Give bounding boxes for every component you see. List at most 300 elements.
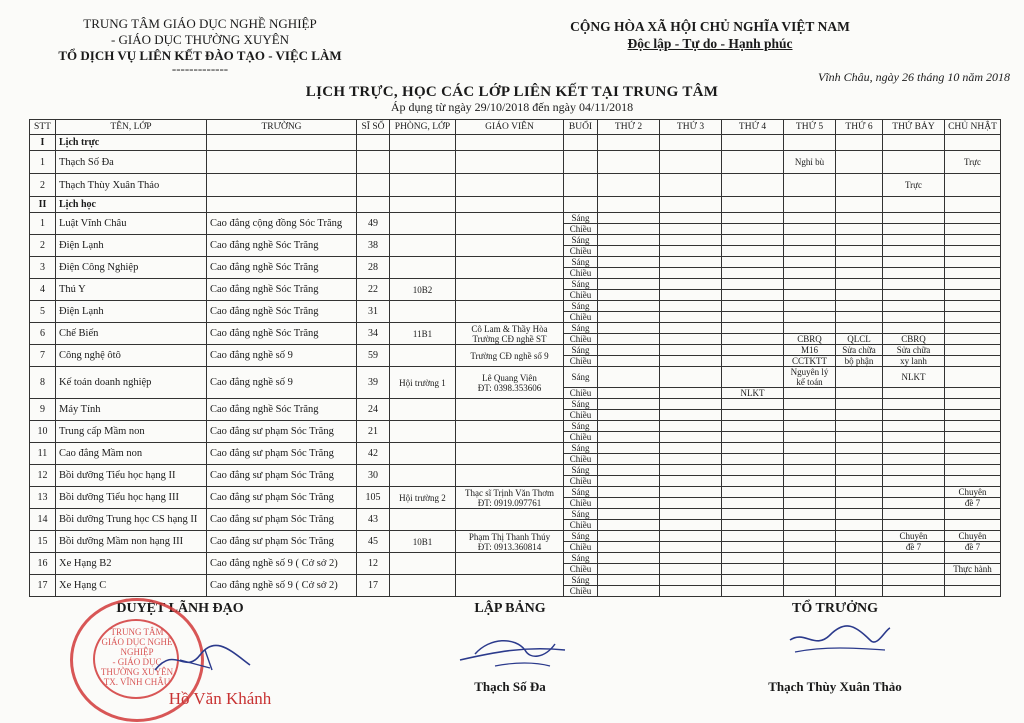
day-cell [598, 487, 660, 498]
session-label: Sáng [564, 443, 598, 454]
day-cell [945, 268, 1001, 279]
day-cell: Sửa chữa [883, 345, 945, 356]
student-count: 30 [357, 465, 390, 487]
table-cell [207, 174, 357, 197]
day-cell [945, 235, 1001, 246]
day-cell [722, 542, 784, 553]
day-cell [784, 213, 836, 224]
table-cell [564, 197, 598, 213]
day-cell [598, 586, 660, 597]
column-header: CHỦ NHẬT [945, 120, 1001, 135]
day-cell [598, 443, 660, 454]
day-cell [598, 235, 660, 246]
row-number: 16 [30, 553, 56, 575]
day-cell [836, 586, 883, 597]
day-cell [660, 257, 722, 268]
teacher [456, 465, 564, 487]
table-cell [390, 135, 456, 151]
day-cell [598, 575, 660, 586]
session-label: Chiều [564, 542, 598, 553]
day-cell: Nghỉ bù [784, 151, 836, 174]
day-cell [945, 367, 1001, 388]
table-cell [722, 135, 784, 151]
day-cell [784, 257, 836, 268]
session-label: Chiều [564, 246, 598, 257]
table-row [30, 257, 1001, 268]
day-cell [598, 564, 660, 575]
day-cell [836, 498, 883, 509]
day-cell [660, 224, 722, 235]
class-name: Thú Y [56, 279, 207, 301]
day-cell [784, 443, 836, 454]
day-cell [722, 509, 784, 520]
student-count: 49 [357, 213, 390, 235]
day-cell [784, 268, 836, 279]
room [390, 509, 456, 531]
day-cell [945, 312, 1001, 323]
day-cell [784, 224, 836, 235]
day-cell [660, 213, 722, 224]
room: 10B1 [390, 531, 456, 553]
day-cell [660, 388, 722, 399]
day-cell [836, 454, 883, 465]
day-cell [722, 531, 784, 542]
student-count: 34 [357, 323, 390, 345]
session-label: Chiều [564, 432, 598, 443]
day-cell [722, 465, 784, 476]
student-count: 45 [357, 531, 390, 553]
class-name: Máy Tính [56, 399, 207, 421]
day-cell [660, 356, 722, 367]
day-cell [945, 509, 1001, 520]
day-cell [722, 290, 784, 301]
day-cell [836, 301, 883, 312]
day-cell [883, 246, 945, 257]
day-cell [722, 301, 784, 312]
day-cell [598, 246, 660, 257]
day-cell [883, 553, 945, 564]
table-cell [722, 197, 784, 213]
day-cell [836, 531, 883, 542]
column-header: THỨ 5 [784, 120, 836, 135]
school-name: Cao đẳng sư phạm Sóc Trăng [207, 421, 357, 443]
day-cell [722, 268, 784, 279]
day-cell [836, 399, 883, 410]
day-cell [836, 432, 883, 443]
school-name: Cao đẳng nghề Sóc Trăng [207, 301, 357, 323]
table-cell [207, 135, 357, 151]
day-cell [598, 367, 660, 388]
day-cell [660, 575, 722, 586]
class-name: Luật Vĩnh Châu [56, 213, 207, 235]
session-label: Sáng [564, 323, 598, 334]
school-name: Cao đẳng nghề số 9 [207, 367, 357, 399]
row-number: 3 [30, 257, 56, 279]
day-cell [945, 575, 1001, 586]
class-name: Chế Biến [56, 323, 207, 345]
day-cell [883, 465, 945, 476]
day-cell [945, 246, 1001, 257]
day-cell [883, 498, 945, 509]
table-row [30, 151, 1001, 174]
table-cell [456, 151, 564, 174]
student-count: 12 [357, 553, 390, 575]
day-cell [784, 290, 836, 301]
table-cell [456, 174, 564, 197]
room [390, 553, 456, 575]
day-cell: CBRQ [883, 334, 945, 345]
day-cell: Sửa chữa [836, 345, 883, 356]
day-cell [722, 356, 784, 367]
row-number: 8 [30, 367, 56, 399]
day-cell [660, 235, 722, 246]
table-row [30, 174, 1001, 197]
day-cell [883, 312, 945, 323]
teacher [456, 443, 564, 465]
day-cell [945, 279, 1001, 290]
room [390, 575, 456, 597]
table-cell [390, 151, 456, 174]
school-name: Cao đẳng nghề số 9 ( Cở sở 2) [207, 553, 357, 575]
day-cell [722, 487, 784, 498]
day-cell [784, 564, 836, 575]
table-cell [660, 135, 722, 151]
session-label: Chiều [564, 454, 598, 465]
day-cell [598, 213, 660, 224]
day-cell [722, 432, 784, 443]
class-name: Bồi dưỡng Tiểu học hạng II [56, 465, 207, 487]
session-label: Sáng [564, 235, 598, 246]
day-cell [660, 465, 722, 476]
day-cell [598, 410, 660, 421]
class-name: Thạch Số Đa [56, 151, 207, 174]
day-cell: Thực hành [945, 564, 1001, 575]
day-cell [784, 476, 836, 487]
room: Hội trường 2 [390, 487, 456, 509]
day-cell [660, 279, 722, 290]
day-cell [836, 421, 883, 432]
day-cell [660, 487, 722, 498]
table-cell [660, 151, 722, 174]
table-cell [598, 135, 660, 151]
day-cell [945, 224, 1001, 235]
day-cell [722, 575, 784, 586]
table-cell [390, 197, 456, 213]
day-cell [784, 174, 836, 197]
room [390, 257, 456, 279]
school-name: Cao đẳng sư phạm Sóc Trăng [207, 531, 357, 553]
day-cell [660, 432, 722, 443]
day-cell [722, 312, 784, 323]
day-cell [660, 345, 722, 356]
session-label: Sáng [564, 257, 598, 268]
day-cell [722, 235, 784, 246]
day-cell [945, 553, 1001, 564]
day-cell [660, 498, 722, 509]
day-cell [945, 443, 1001, 454]
session-label: Sáng [564, 367, 598, 388]
day-cell [660, 476, 722, 487]
column-header: THỨ BẢY [883, 120, 945, 135]
teacher [456, 575, 564, 597]
table-cell [564, 151, 598, 174]
day-cell: Chuyên [945, 487, 1001, 498]
row-number: 15 [30, 531, 56, 553]
day-cell [722, 279, 784, 290]
day-cell [883, 520, 945, 531]
day-cell [722, 367, 784, 388]
day-cell [598, 290, 660, 301]
day-cell [883, 443, 945, 454]
day-cell [598, 476, 660, 487]
row-number: 9 [30, 399, 56, 421]
table-cell [564, 174, 598, 197]
day-cell [836, 388, 883, 399]
org-rule: ------------- [171, 61, 229, 76]
day-cell [784, 388, 836, 399]
day-cell [836, 542, 883, 553]
day-cell [883, 509, 945, 520]
class-name: Cao đẳng Mầm non [56, 443, 207, 465]
column-header: THỨ 2 [598, 120, 660, 135]
table-cell [357, 174, 390, 197]
table-row [30, 487, 1001, 498]
school-name: Cao đẳng sư phạm Sóc Trăng [207, 487, 357, 509]
day-cell [836, 279, 883, 290]
session-label: Chiều [564, 476, 598, 487]
preparer-name: Thạch Số Đa [474, 679, 546, 694]
row-number: 17 [30, 575, 56, 597]
class-name: Thạch Thùy Xuân Thảo [56, 174, 207, 197]
day-cell [784, 410, 836, 421]
class-name: Xe Hạng B2 [56, 553, 207, 575]
day-cell [784, 399, 836, 410]
room [390, 399, 456, 421]
day-cell: NLKT [722, 388, 784, 399]
day-cell [784, 586, 836, 597]
day-cell: M16 [784, 345, 836, 356]
national-motto: Độc lập - Tự do - Hạnh phúc [627, 36, 793, 51]
room: 10B2 [390, 279, 456, 301]
day-cell [598, 553, 660, 564]
school-name: Cao đẳng nghề Sóc Trăng [207, 235, 357, 257]
session-label: Sáng [564, 509, 598, 520]
column-header: THỨ 3 [660, 120, 722, 135]
day-cell [883, 476, 945, 487]
org-line-2: - GIÁO DỤC THƯỜNG XUYÊN [110, 32, 290, 47]
day-cell [883, 586, 945, 597]
approver-title: DUYỆT LÃNH ĐẠO [116, 601, 244, 616]
day-cell [722, 257, 784, 268]
day-cell [883, 421, 945, 432]
column-header: BUỔI [564, 120, 598, 135]
student-count: 105 [357, 487, 390, 509]
day-cell [784, 465, 836, 476]
day-cell [660, 509, 722, 520]
day-cell [836, 257, 883, 268]
day-cell [784, 312, 836, 323]
session-label: Sáng [564, 301, 598, 312]
student-count: 22 [357, 279, 390, 301]
session-label: Sáng [564, 553, 598, 564]
day-cell [784, 279, 836, 290]
teacher: Cô Lam & Thầy Hòa Trường CĐ nghề ST [456, 323, 564, 345]
class-name: Điện Lạnh [56, 301, 207, 323]
room [390, 301, 456, 323]
day-cell [598, 509, 660, 520]
national-header [520, 18, 900, 52]
room [390, 443, 456, 465]
class-name: Điện Lạnh [56, 235, 207, 257]
row-number: 1 [30, 151, 56, 174]
day-cell: Chuyên [945, 531, 1001, 542]
session-label: Chiều [564, 268, 598, 279]
table-cell [390, 174, 456, 197]
day-cell [598, 399, 660, 410]
day-cell: CCTKTT [784, 356, 836, 367]
table-row [30, 421, 1001, 432]
table-cell [722, 174, 784, 197]
day-cell [598, 279, 660, 290]
row-number: 2 [30, 235, 56, 257]
schedule-table [29, 119, 1001, 597]
day-cell [945, 301, 1001, 312]
day-cell [836, 290, 883, 301]
section-label: Lịch trực [56, 135, 207, 151]
day-cell [883, 301, 945, 312]
approver-name: Hồ Văn Khánh [168, 689, 272, 708]
row-number: 1 [30, 213, 56, 235]
teacher: Thạc sĩ Trịnh Văn Thơm ĐT: 0919.097761 [456, 487, 564, 509]
day-cell [598, 421, 660, 432]
teacher [456, 399, 564, 421]
day-cell [660, 312, 722, 323]
table-row [30, 531, 1001, 542]
day-cell [836, 323, 883, 334]
day-cell [660, 334, 722, 345]
table-cell [564, 135, 598, 151]
student-count: 38 [357, 235, 390, 257]
day-cell [836, 235, 883, 246]
day-cell [722, 213, 784, 224]
day-cell [722, 421, 784, 432]
table-cell [836, 135, 883, 151]
day-cell [722, 564, 784, 575]
day-cell: Trực [945, 151, 1001, 174]
day-cell [784, 301, 836, 312]
day-cell [836, 443, 883, 454]
day-cell [945, 520, 1001, 531]
table-cell [598, 151, 660, 174]
day-cell [945, 356, 1001, 367]
day-cell: Chuyên [883, 531, 945, 542]
table-cell [660, 174, 722, 197]
session-label: Chiều [564, 290, 598, 301]
table-cell [456, 135, 564, 151]
class-name: Bồi dưỡng Mầm non hạng III [56, 531, 207, 553]
day-cell [598, 432, 660, 443]
day-cell [883, 399, 945, 410]
day-cell [660, 443, 722, 454]
day-cell [722, 345, 784, 356]
organization-header [40, 16, 360, 74]
day-cell [660, 531, 722, 542]
leader-signature [785, 620, 895, 665]
day-cell [836, 553, 883, 564]
day-cell [660, 301, 722, 312]
table-row [30, 213, 1001, 224]
row-number: 13 [30, 487, 56, 509]
day-cell [945, 454, 1001, 465]
day-cell [722, 586, 784, 597]
student-count: 28 [357, 257, 390, 279]
place-date: Vĩnh Châu, ngày 26 tháng 10 năm 2018 [818, 70, 1010, 84]
day-cell [660, 564, 722, 575]
day-cell [784, 235, 836, 246]
day-cell [598, 312, 660, 323]
room: 11B1 [390, 323, 456, 345]
day-cell [722, 553, 784, 564]
day-cell [660, 246, 722, 257]
day-cell [784, 498, 836, 509]
day-cell [784, 421, 836, 432]
teacher [456, 213, 564, 235]
session-label: Sáng [564, 213, 598, 224]
teacher [456, 553, 564, 575]
day-cell [945, 334, 1001, 345]
class-name: Kế toán doanh nghiệp [56, 367, 207, 399]
column-header: TRƯỜNG [207, 120, 357, 135]
day-cell: Nguyên lý kế toán [784, 367, 836, 388]
day-cell [836, 367, 883, 388]
section-row [30, 135, 1001, 151]
student-count: 42 [357, 443, 390, 465]
day-cell [883, 575, 945, 586]
row-number: 10 [30, 421, 56, 443]
day-cell [598, 531, 660, 542]
room [390, 345, 456, 367]
class-name: Bồi dưỡng Tiểu học hạng III [56, 487, 207, 509]
leader-name: Thạch Thùy Xuân Thảo [768, 679, 902, 694]
day-cell [784, 454, 836, 465]
day-cell [945, 174, 1001, 197]
school-name: Cao đẳng sư phạm Sóc Trăng [207, 465, 357, 487]
class-name: Xe Hạng C [56, 575, 207, 597]
table-cell [207, 151, 357, 174]
day-cell [945, 345, 1001, 356]
column-header: STT [30, 120, 56, 135]
column-header: THỨ 6 [836, 120, 883, 135]
table-header-row [30, 120, 1001, 135]
day-cell [836, 312, 883, 323]
room: Hội trường 1 [390, 367, 456, 399]
day-cell [945, 290, 1001, 301]
student-count: 17 [357, 575, 390, 597]
table-row [30, 235, 1001, 246]
table-cell [836, 174, 883, 197]
day-cell [660, 586, 722, 597]
day-cell [836, 564, 883, 575]
table-row [30, 553, 1001, 564]
day-cell [784, 246, 836, 257]
table-cell [207, 197, 357, 213]
day-cell [598, 498, 660, 509]
school-name: Cao đẳng nghề số 9 ( Cở sở 2) [207, 575, 357, 597]
day-cell [883, 268, 945, 279]
day-cell [598, 257, 660, 268]
document-subtitle: Áp dụng từ ngày 29/10/2018 đến ngày 04/11/2018 [390, 100, 634, 114]
row-number: 12 [30, 465, 56, 487]
